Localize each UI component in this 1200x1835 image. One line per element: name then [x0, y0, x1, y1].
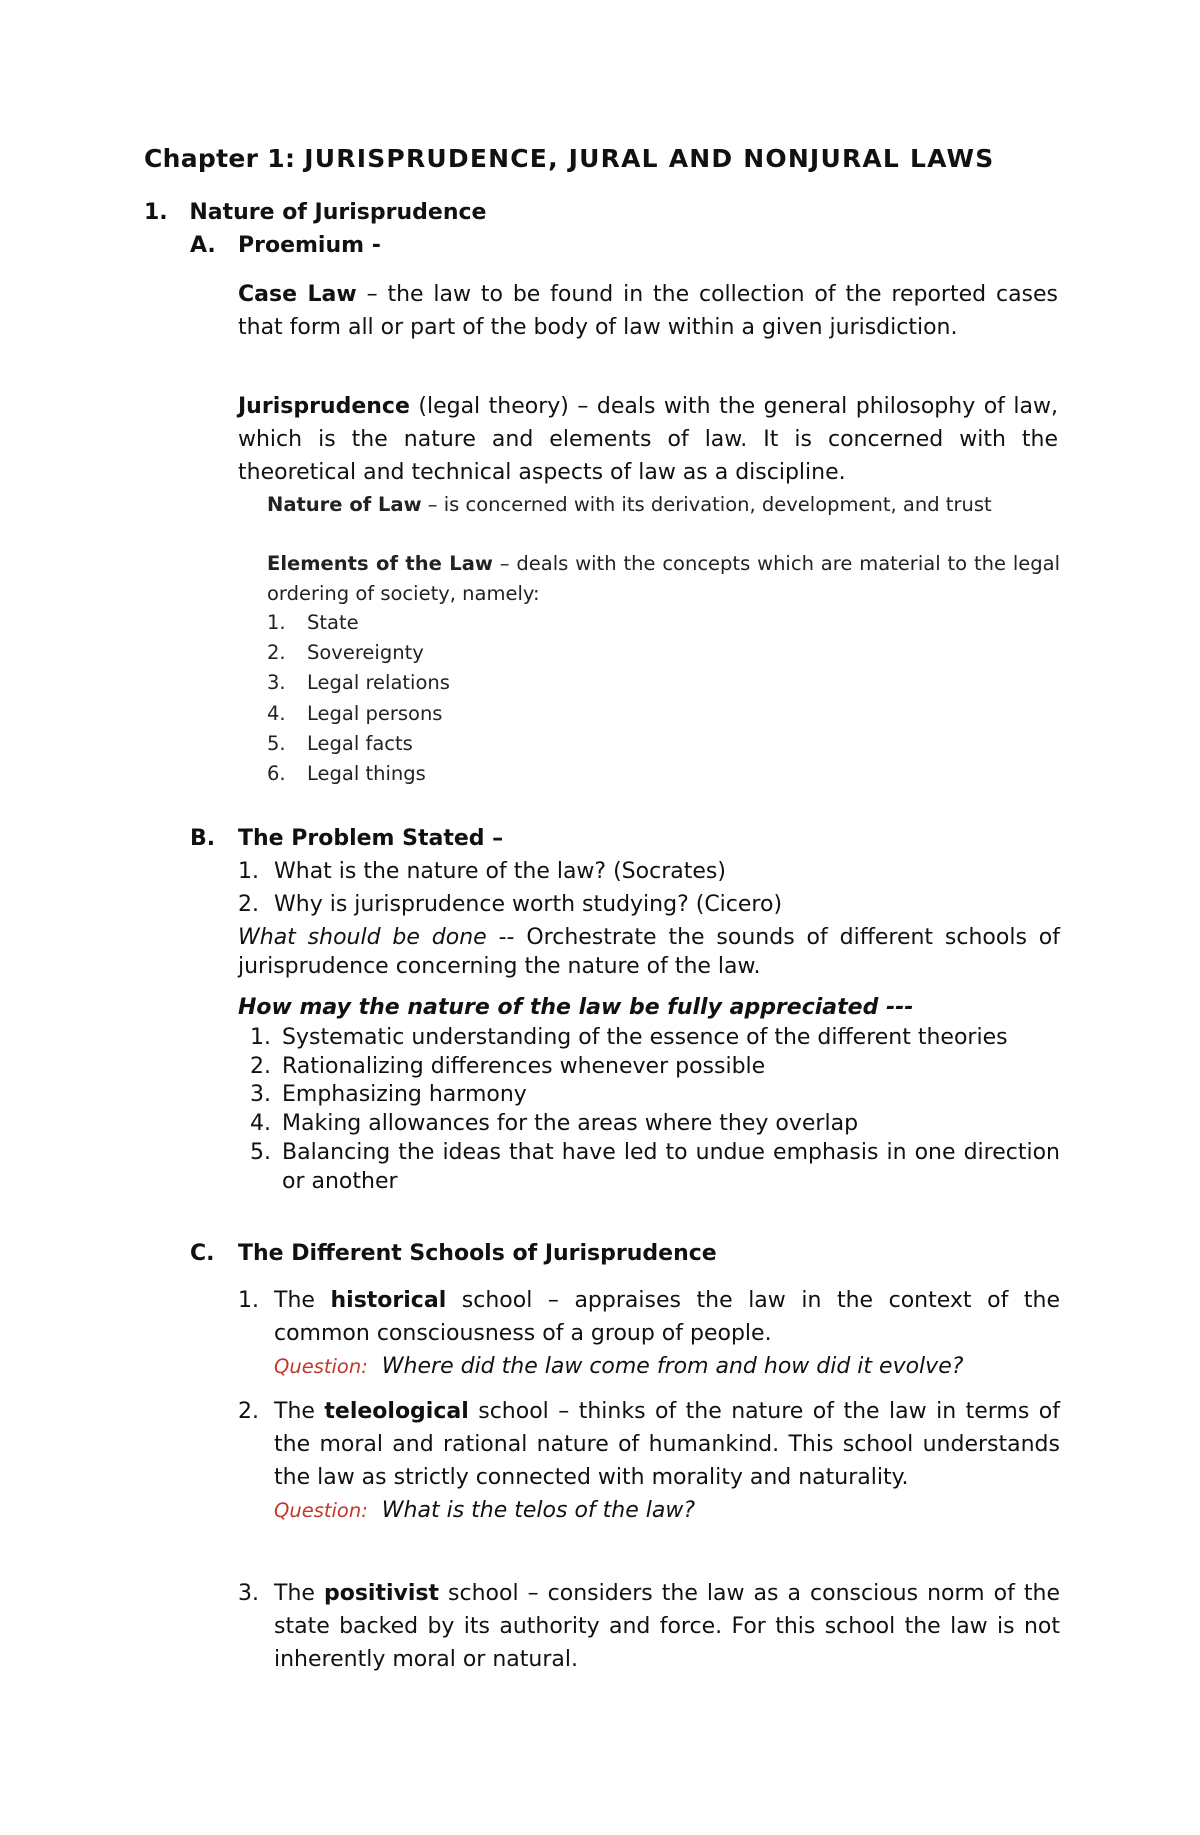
positivist-school-item: [238, 1577, 1060, 1676]
elements-of-law-definition: – deals with the concepts which are material to the legal ordering of society, namely:: [267, 552, 1060, 605]
jurisprudence-term: Jurisprudence: [238, 394, 410, 419]
section-b-title: The Problem Stated –: [238, 826, 504, 851]
how-appreciated-heading: How may the nature of the law be fully appreciated ---: [238, 995, 914, 1020]
elements-of-law-term: Elements of the Law: [267, 552, 493, 575]
section-a-letter: A.: [190, 233, 216, 258]
what-should-be-done-text: -- Orchestrate the sounds of different schools of jurisprudence concerning the nature of the law.: [238, 925, 1060, 979]
chapter-heading: [144, 144, 995, 173]
case-law-paragraph: [238, 278, 1058, 344]
nature-of-law-definition: – is concerned with its derivation, development, and trust: [421, 493, 992, 516]
historical-school-name: historical: [330, 1288, 447, 1313]
jurisprudence-definition: (legal theory) – deals with the general philosophy of law, which is the nature and elements of law. It is concerned with the theoretical and technical aspects of law as a discipline.: [238, 394, 1058, 485]
teleological-question: [274, 1494, 1060, 1527]
list-item: 3. Legal relations: [267, 671, 450, 695]
teleological-school-item: [238, 1395, 1060, 1527]
problem-list: [238, 855, 782, 921]
question-text: What is the telos of the law?: [381, 1498, 696, 1523]
question-label: Question:: [274, 1355, 368, 1378]
section-1-heading: [144, 200, 486, 225]
elements-list: [267, 608, 450, 789]
chapter-prefix: Chapter 1:: [144, 144, 296, 173]
list-item: 3. Emphasizing harmony: [250, 1082, 527, 1108]
nature-of-law-paragraph: [267, 490, 1017, 520]
jurisprudence-paragraph: [238, 390, 1058, 489]
list-item: 1. What is the nature of the law? (Socrates): [238, 859, 726, 884]
section-a-title: Proemium -: [238, 233, 381, 258]
positivist-school-name: positivist: [323, 1581, 440, 1606]
what-should-be-done-paragraph: [238, 923, 1060, 981]
section-1-title: Nature of Jurisprudence: [189, 200, 487, 225]
list-item: 2. Why is jurisprudence worth studying? (Cicero): [238, 892, 783, 917]
question-label: Question:: [274, 1499, 368, 1522]
list-item: 1. State: [267, 611, 359, 634]
how-appreciated-list: [250, 1024, 1060, 1196]
list-item: 5. Legal facts: [267, 731, 413, 755]
section-1-number: 1.: [144, 200, 168, 225]
what-should-be-done-label: What should be done: [238, 925, 487, 950]
historical-school-item: [238, 1284, 1060, 1383]
section-a-heading: [190, 233, 381, 258]
teleological-school-name: teleological: [324, 1399, 469, 1424]
list-item: 3. The positivist school – considers the law as a conscious norm of the state backed by its authority and force. For this school the law is not inherently moral or natural.: [238, 1581, 1060, 1672]
list-item: 4. Making allowances for the areas where they overlap: [250, 1111, 859, 1137]
list-item: 2. The teleological school – thinks of the nature of the law in terms of the moral and rational nature of humankind. This school understands the law as strictly connected with morality and naturality. Question: What is the telos of the law?: [238, 1395, 1060, 1527]
list-item: 4. Legal persons: [267, 701, 443, 725]
chapter-title: JURISPRUDENCE, JURAL AND NONJURAL LAWS: [304, 144, 995, 173]
section-b-heading: [190, 826, 503, 851]
question-text: Where did the law come from and how did it evolve?: [381, 1354, 964, 1379]
list-item: 1. The historical school – appraises the law in the context of the common consciousness of a group of people. Question: Where did the law come from and how did it evolve?: [238, 1284, 1060, 1383]
section-c-heading: [190, 1241, 717, 1266]
section-c-title: The Different Schools of Jurisprudence: [238, 1241, 717, 1266]
section-c-letter: C.: [190, 1241, 215, 1266]
nature-of-law-term: Nature of Law: [267, 493, 422, 516]
case-law-definition: – the law to be found in the collection of the reported cases that form all or part of the body of law within a given jurisdiction.: [238, 282, 1059, 340]
list-item: 6. Legal things: [267, 762, 426, 786]
section-b-letter: B.: [190, 826, 216, 851]
list-item: 1. Systematic understanding of the essence of the different theories: [250, 1025, 1008, 1050]
case-law-term: Case Law: [238, 282, 357, 307]
list-item: 2. Sovereignty: [267, 641, 424, 665]
list-item: 2. Rationalizing differences whenever possible: [250, 1053, 766, 1079]
elements-of-law-paragraph: [267, 549, 1060, 609]
historical-question: [274, 1350, 1060, 1383]
list-item: 5. Balancing the ideas that have led to undue emphasis in one direction or another: [250, 1139, 1060, 1194]
